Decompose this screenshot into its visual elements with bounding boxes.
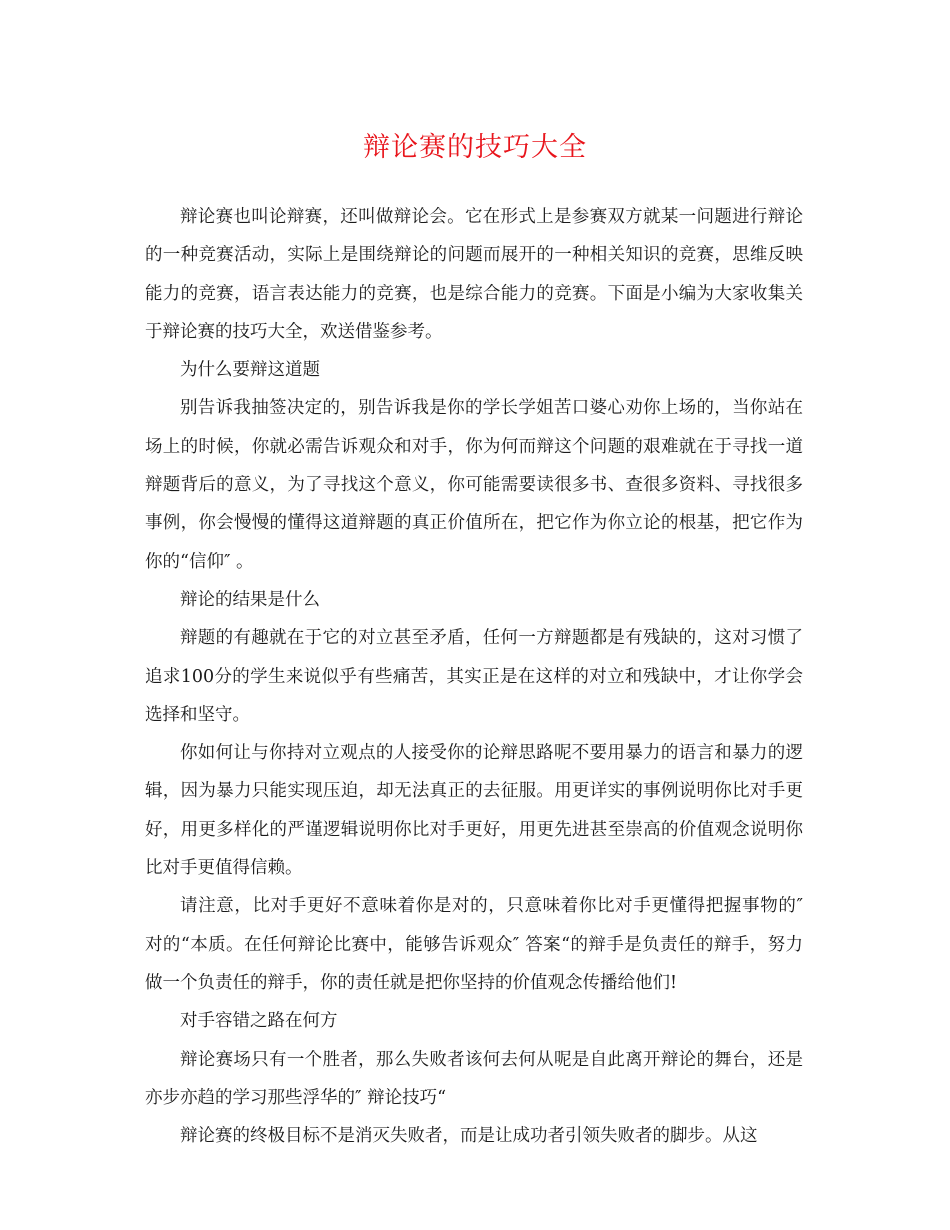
paragraph-debate-result-3: 请注意，比对手更好不意味着你是对的，只意味着你比对手更懂得把握事物的″ 对的“本质。在任何辩论比赛中，能够告诉观众″ 答案“的辩手是负责任的辩手，努力做一个负责任的辩手，你的责任就是把你坚持的价值观念传播给他们! — [145, 896, 803, 993]
paragraph-debate-result-1: 辩题的有趣就在于它的对立甚至矛盾，任何一方辩题都是有残缺的，这对习惯了追求100分的学生来说似乎有些痛苦，其实正是在这样的对立和残缺中，才让你学会选择和坚守。 — [145, 628, 803, 725]
section-heading-debate-result: 辩论的结果是什么 — [180, 589, 320, 610]
section-heading-why-debate: 为什么要辩这道题 — [180, 360, 320, 381]
document-body — [145, 198, 803, 1155]
document-title: 辩论赛的技巧大全 — [363, 132, 587, 163]
paragraph-opponent-path-1: 辩论赛场只有一个胜者，那么失败者该何去何从呢是自此离开辩论的舞台，还是亦步亦趋的学习那些浮华的″ 辩论技巧“ — [145, 1049, 803, 1108]
paragraph-intro: 辩论赛也叫论辩赛，还叫做辩论会。它在形式上是参赛双方就某一问题进行辩论的一种竞赛活动，实际上是围绕辩论的问题而展开的一种相关知识的竞赛，思维反映能力的竞赛，语言表达能力的竞赛，也是综合能力的竞赛。下面是小编为大家收集关于辩论赛的技巧大全，欢送借鉴参考。 — [145, 207, 803, 342]
paragraph-opponent-path-2: 辩论赛的终极目标不是消灭失败者，而是让成功者引领失败者的脚步。从这 — [180, 1126, 758, 1147]
paragraph-why-debate: 别告诉我抽签决定的，别告诉我是你的学长学姐苦口婆心劝你上场的，当你站在场上的时候，你就必需告诉观众和对手，你为何而辩这个问题的艰难就在于寻找一道辩题背后的意义，为了寻找这个意义，你可能需要读很多书、查很多资料、寻找很多事例，你会慢慢的懂得这道辩题的真正价值所在，把它作为你立论的根基，把它作为你的“信仰″ 。 — [145, 398, 803, 572]
section-heading-opponent-path: 对手容错之路在何方 — [180, 1011, 338, 1032]
paragraph-debate-result-2: 你如何让与你持对立观点的人接受你的论辩思路呢不要用暴力的语言和暴力的逻辑，因为暴力只能实现压迫，却无法真正的去征服。用更详实的事例说明你比对手更好，用更多样化的严谨逻辑说明你比对手更好，用更先进甚至崇高的价值观念说明你比对手更值得信赖。 — [145, 743, 803, 879]
